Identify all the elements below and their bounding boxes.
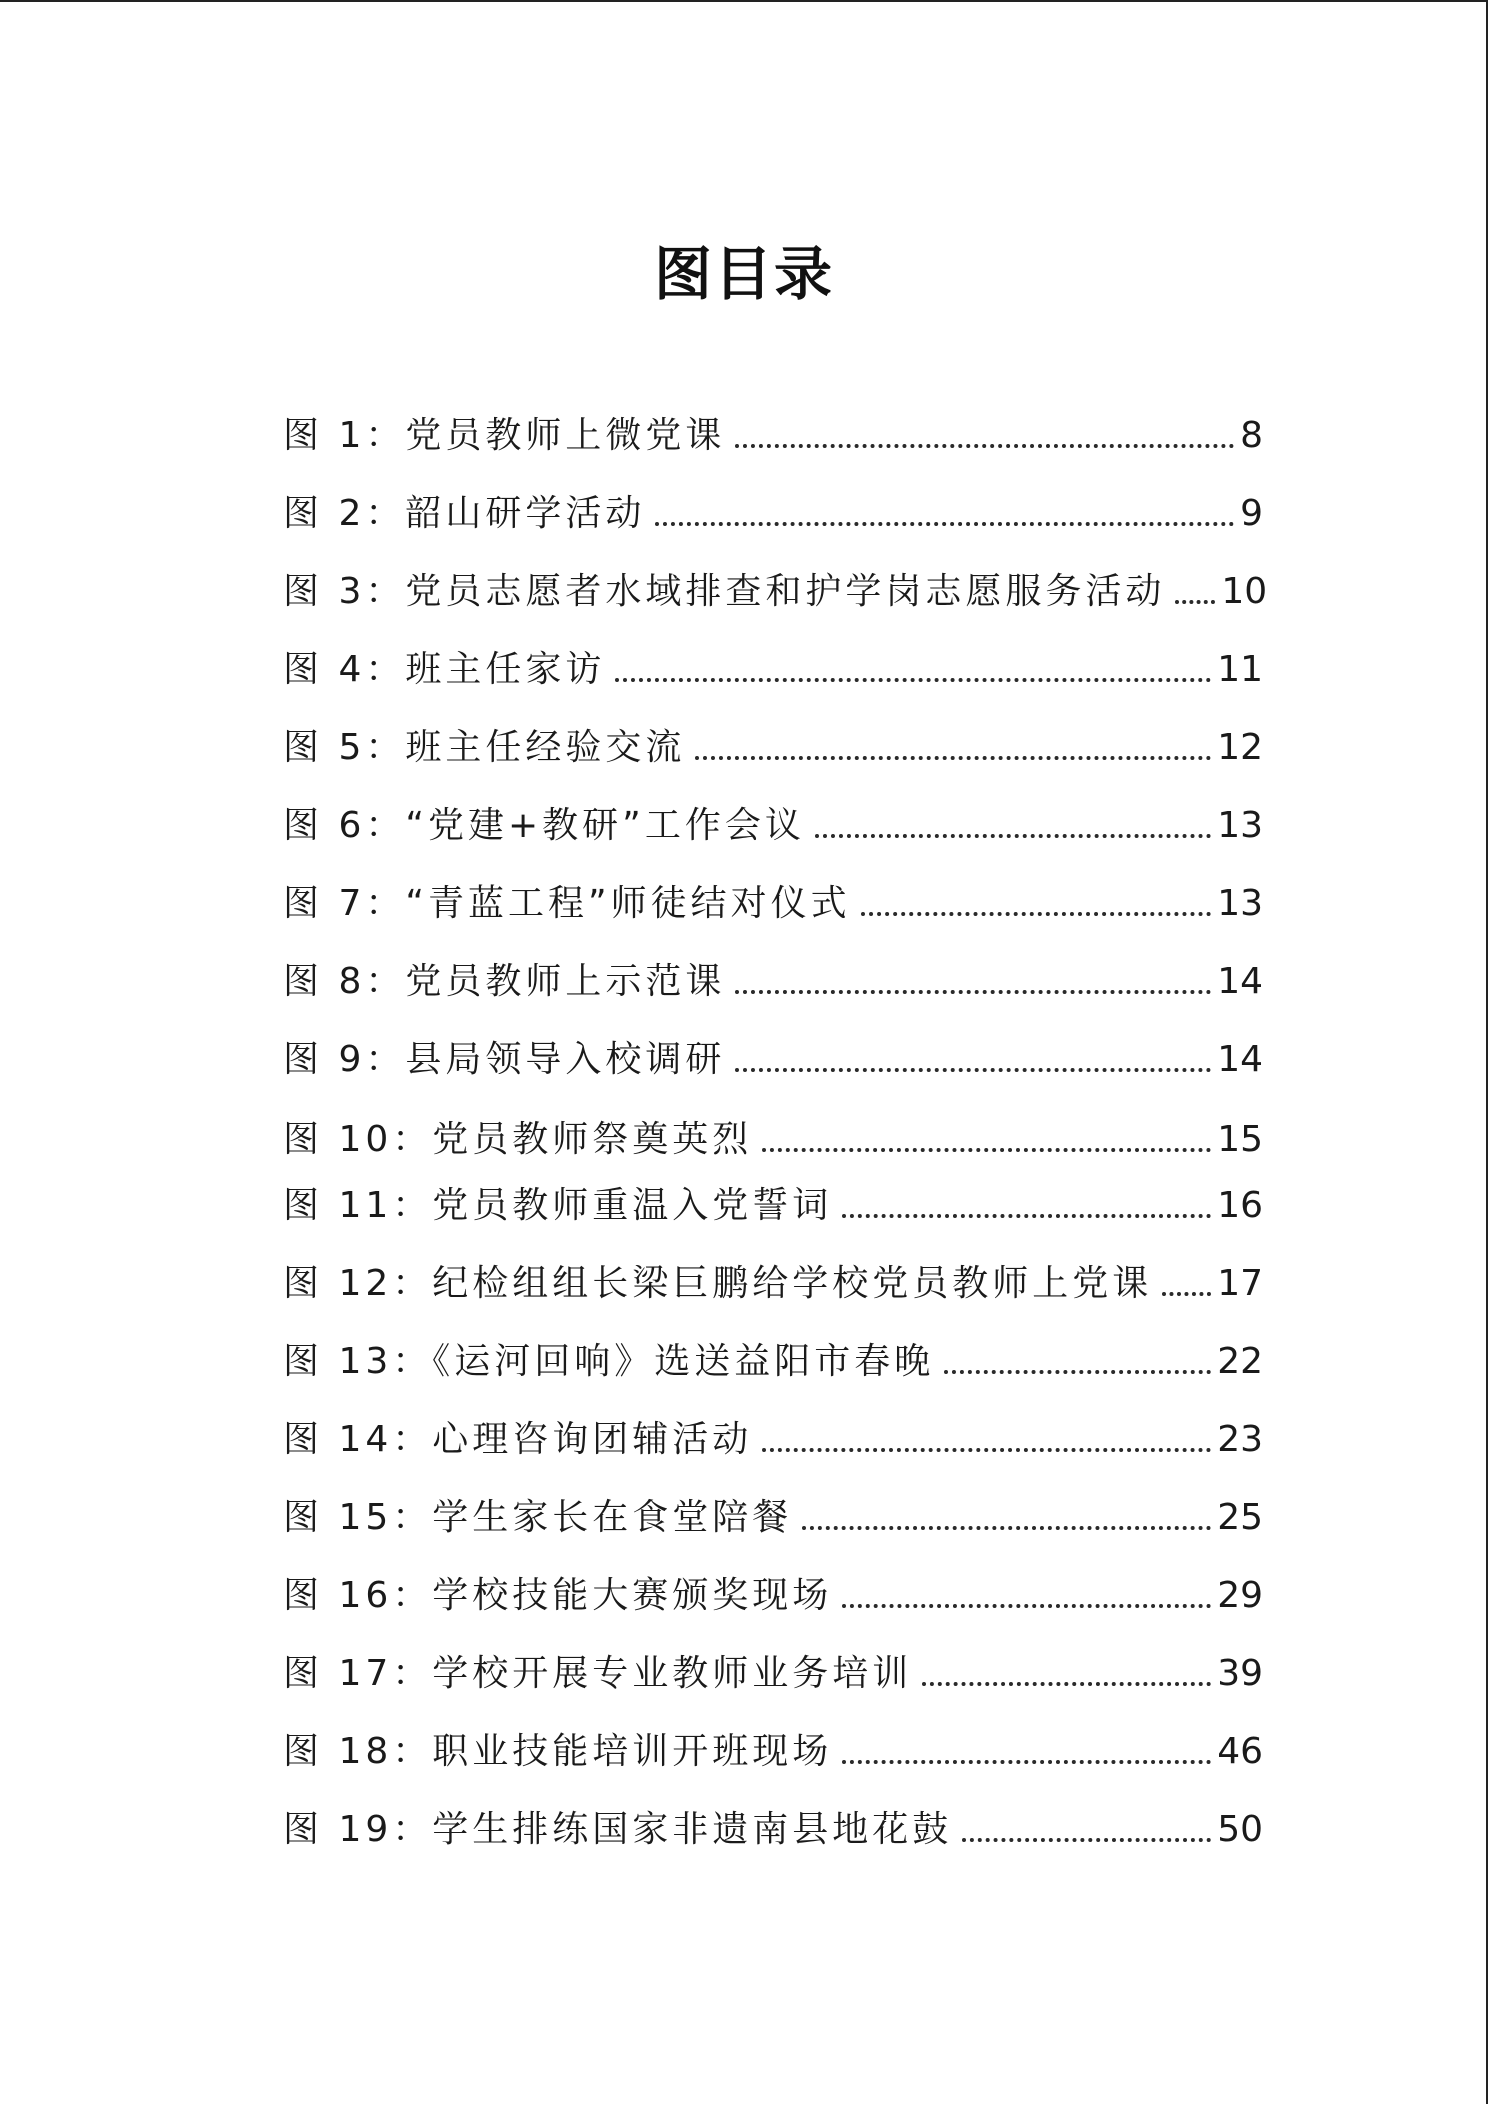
toc-entry-label: 图 14：心理咨询团辅活动 — [283, 1419, 753, 1460]
toc-entry-label: 图 3：党员志愿者水域排查和护学岗志愿服务活动 — [283, 571, 1166, 612]
toc-entry-page: 29 — [1217, 1575, 1263, 1616]
toc-entry-page: 46 — [1217, 1731, 1263, 1772]
toc-entry-label: 图 18：职业技能培训开班现场 — [283, 1731, 833, 1772]
toc-entry-label: 图 10：党员教师祭奠英烈 — [283, 1119, 753, 1160]
toc-entry[interactable] — [283, 1330, 1263, 1386]
toc-entry[interactable] — [283, 1408, 1263, 1464]
toc-entry-label: 图 17：学校开展专业教师业务培训 — [283, 1653, 913, 1694]
toc-entry-page: 23 — [1217, 1419, 1263, 1460]
toc-entry-label: 图 13：《运河回响》选送益阳市春晚 — [283, 1341, 935, 1382]
toc-entry[interactable] — [283, 1252, 1263, 1308]
toc-entry-label: 图 9：县局领导入校调研 — [283, 1039, 726, 1080]
toc-leader-dots — [1175, 600, 1215, 604]
toc-leader-dots — [615, 678, 1211, 682]
toc-entry-page: 15 — [1217, 1119, 1263, 1160]
toc-entry[interactable] — [283, 1028, 1263, 1084]
toc-entry-label: 图 12：纪检组组长梁巨鹏给学校党员教师上党课 — [283, 1263, 1153, 1304]
page-title: 图目录 — [653, 240, 834, 308]
toc-entry-page: 13 — [1217, 883, 1263, 924]
toc-entry-page: 25 — [1217, 1497, 1263, 1538]
toc-leader-dots — [762, 1148, 1211, 1152]
toc-entry-label: 图 19：学生排练国家非遗南县地花鼓 — [283, 1809, 953, 1850]
toc-entry-label: 图 1：党员教师上微党课 — [283, 415, 726, 456]
toc-leader-dots — [695, 756, 1211, 760]
toc-leader-dots — [842, 1760, 1211, 1764]
toc-leader-dots — [1162, 1292, 1211, 1296]
toc-entry-label: 图 4：班主任家访 — [283, 649, 606, 690]
toc-leader-dots — [762, 1448, 1211, 1452]
toc-entry-page: 13 — [1217, 805, 1263, 846]
toc-entry[interactable] — [283, 1564, 1263, 1620]
toc-entry-label: 图 7：“青蓝工程”师徒结对仪式 — [283, 883, 851, 924]
toc-entry[interactable] — [283, 560, 1268, 616]
toc-entry-page: 12 — [1217, 727, 1263, 768]
toc-leader-dots — [861, 912, 1212, 916]
toc-entry-page: 50 — [1217, 1809, 1263, 1850]
toc-leader-dots — [802, 1526, 1211, 1530]
toc-entry[interactable] — [283, 1798, 1263, 1854]
toc-entry-label: 图 16：学校技能大赛颁奖现场 — [283, 1575, 833, 1616]
toc-entry[interactable] — [283, 794, 1263, 850]
toc-leader-dots — [944, 1370, 1211, 1374]
toc-entry-page: 17 — [1217, 1263, 1263, 1304]
toc-entry-page: 14 — [1217, 1039, 1263, 1080]
toc-entry[interactable] — [283, 1486, 1263, 1542]
toc-entry[interactable] — [283, 482, 1263, 538]
toc-entry-label: 图 2：韶山研学活动 — [283, 493, 646, 534]
toc-leader-dots — [962, 1838, 1211, 1842]
toc-entry[interactable] — [283, 1108, 1263, 1164]
toc-entry-label: 图 6：“党建+教研”工作会议 — [283, 805, 805, 846]
toc-entry-page: 14 — [1217, 961, 1263, 1002]
toc-entry-page: 10 — [1221, 571, 1268, 612]
toc-entry-label: 图 8：党员教师上示范课 — [283, 961, 726, 1002]
toc-entry[interactable] — [283, 638, 1263, 694]
toc-entry-page: 16 — [1217, 1185, 1263, 1226]
toc-entry-label: 图 15：学生家长在食堂陪餐 — [283, 1497, 793, 1538]
toc-entry[interactable] — [283, 716, 1263, 772]
toc-entry-label: 图 5：班主任经验交流 — [283, 727, 686, 768]
toc-leader-dots — [655, 522, 1234, 526]
toc-entry[interactable] — [283, 1174, 1263, 1230]
toc-entry-page: 8 — [1240, 415, 1263, 456]
toc-leader-dots — [815, 834, 1211, 838]
toc-entry-page: 11 — [1217, 649, 1263, 690]
toc-entry-page: 39 — [1217, 1653, 1263, 1694]
toc-entry-page: 22 — [1217, 1341, 1263, 1382]
toc-entry[interactable] — [283, 1642, 1263, 1698]
toc-entry-page: 9 — [1240, 493, 1263, 534]
toc-leader-dots — [735, 990, 1211, 994]
toc-entry-label: 图 11：党员教师重温入党誓词 — [283, 1185, 833, 1226]
toc-entry[interactable] — [283, 872, 1263, 928]
toc-leader-dots — [735, 444, 1234, 448]
toc-leader-dots — [842, 1214, 1211, 1218]
toc-entry[interactable] — [283, 404, 1263, 460]
toc-leader-dots — [922, 1682, 1211, 1686]
toc-entry[interactable] — [283, 1720, 1263, 1776]
toc-entry[interactable] — [283, 950, 1263, 1006]
toc-leader-dots — [842, 1604, 1211, 1608]
toc-leader-dots — [735, 1068, 1211, 1072]
